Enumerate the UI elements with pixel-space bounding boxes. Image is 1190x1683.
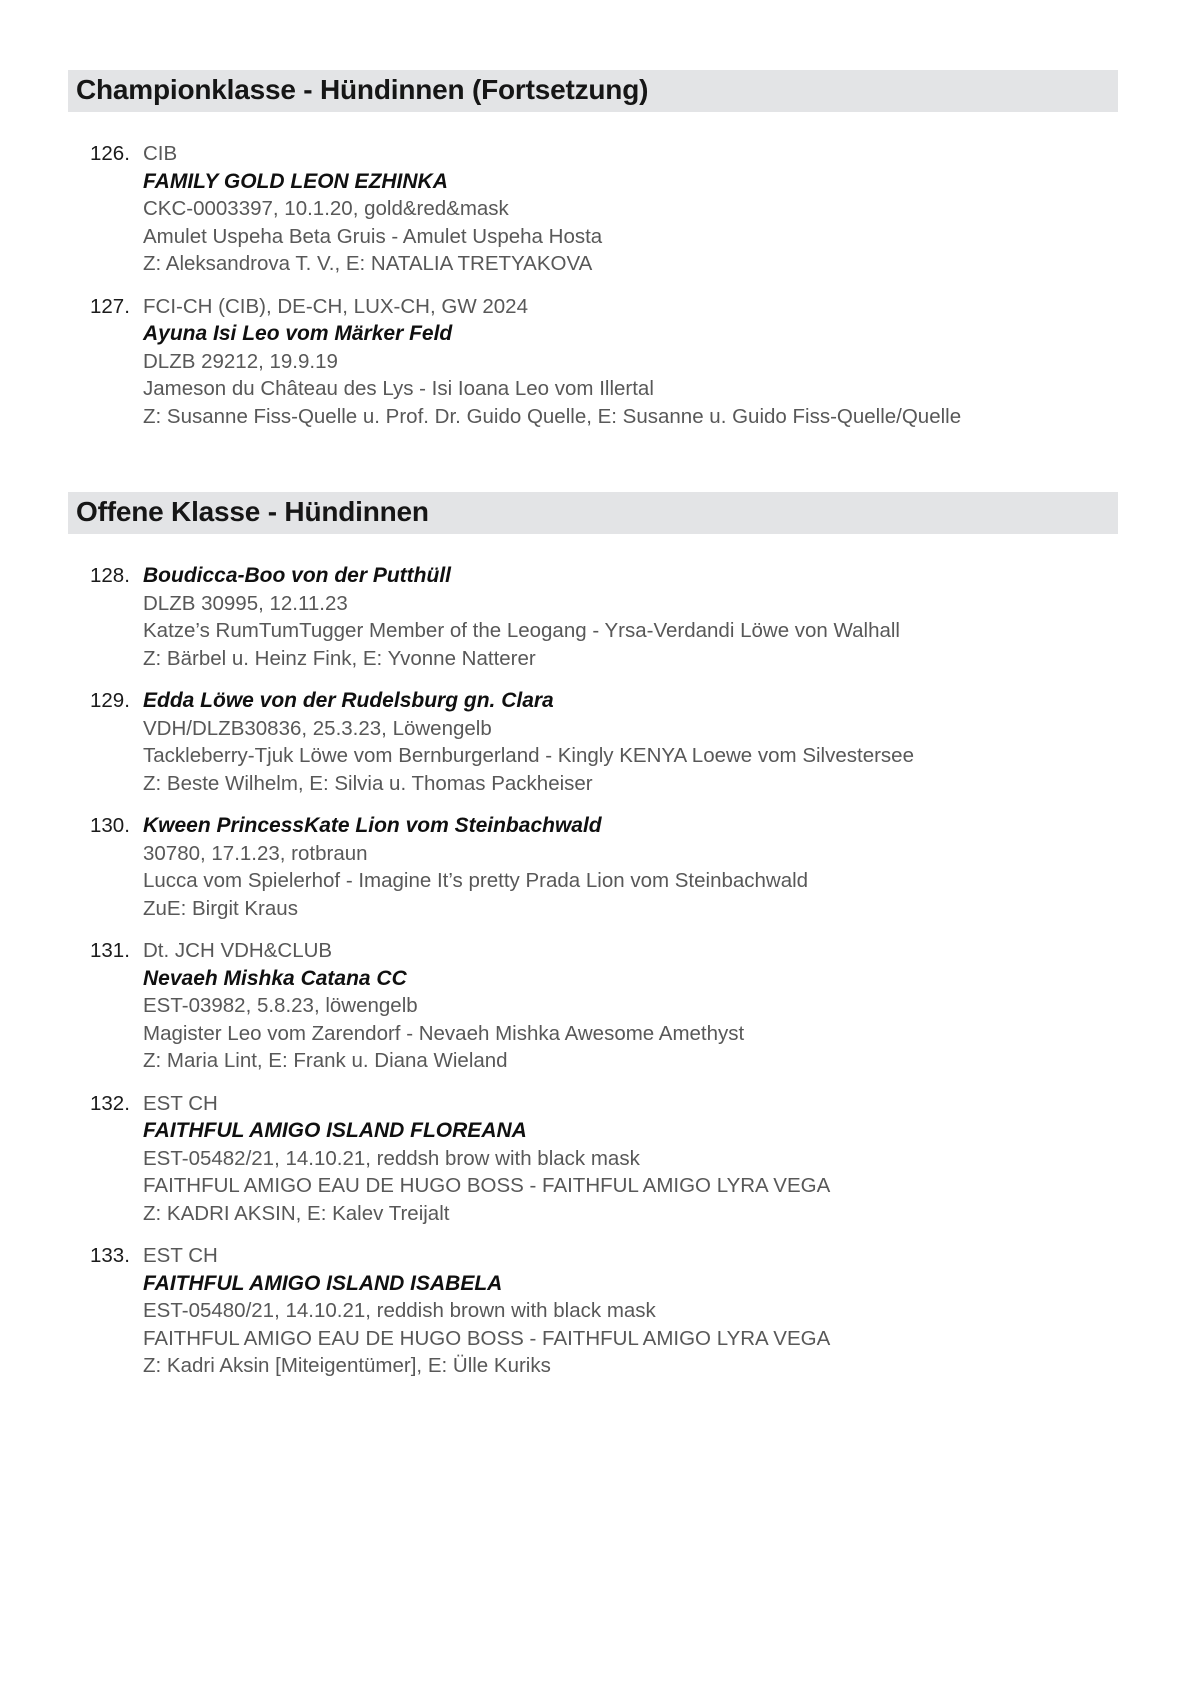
entry-breeder-owner: Z: Susanne Fiss-Quelle u. Prof. Dr. Guido Quelle, E: Susanne u. Guido Fiss-Quelle/Quelle — [143, 404, 962, 428]
entry-registration: VDH/DLZB30836, 25.3.23, Löwengelb — [143, 716, 492, 740]
entry-breeder-owner: Z: Aleksandrova T. V., E: NATALIA TRETYAKOVA — [143, 252, 593, 275]
entry-lines — [143, 812, 1118, 922]
catalog-entry — [68, 562, 1118, 672]
entry-name: Ayuna Isi Leo vom Märker Feld — [143, 322, 453, 345]
entry-number: 127. — [90, 294, 130, 318]
entry-parents: Magister Leo vom Zarendorf - Nevaeh Mishka Awesome Amethyst — [143, 1021, 745, 1045]
entry-parents: Katze’s RumTumTugger Member of the Leogang - Yrsa-Verdandi Löwe von Walhall — [143, 619, 900, 642]
entry-registration: CKC-0003397, 10.1.20, gold&red&mask — [143, 197, 509, 220]
entry-registration: DLZB 30995, 12.11.23 — [143, 591, 348, 615]
entry-list — [68, 562, 1118, 1380]
catalog-entry — [68, 687, 1118, 797]
entry-lines — [143, 1090, 1118, 1228]
entry-number: 130. — [90, 814, 130, 837]
entry-breeder-owner: ZuE: Birgit Kraus — [143, 896, 298, 920]
entry-parents: FAITHFUL AMIGO EAU DE HUGO BOSS - FAITHFUL AMIGO LYRA VEGA — [143, 1174, 831, 1197]
catalog-entry — [68, 1090, 1118, 1228]
entry-number: 129. — [90, 689, 130, 712]
entry-name: FAMILY GOLD LEON EZHINKA — [143, 169, 448, 193]
entry-breeder-owner: Z: Kadri Aksin [Miteigentümer], E: Ülle Kuriks — [143, 1354, 551, 1377]
entry-parents: Amulet Uspeha Beta Gruis - Amulet Uspeha Hosta — [143, 224, 603, 248]
entry-titles: EST CH — [143, 1244, 218, 1267]
entry-name: FAITHFUL AMIGO ISLAND ISABELA — [143, 1271, 503, 1295]
entry-number: 128. — [90, 564, 130, 587]
entry-lines — [143, 687, 1118, 797]
entry-breeder-owner: Z: Bärbel u. Heinz Fink, E: Yvonne Natterer — [143, 646, 536, 670]
entry-lines — [143, 562, 1118, 672]
entry-titles: Dt. JCH VDH&CLUB — [143, 939, 333, 962]
catalog-section — [68, 492, 1118, 1380]
entry-breeder-owner: Z: KADRI AKSIN, E: Kalev Treijalt — [143, 1201, 450, 1225]
catalog-entry — [68, 937, 1118, 1075]
entry-number: 133. — [90, 1244, 130, 1267]
entry-parents: Tackleberry-Tjuk Löwe vom Bernburgerland - Kingly KENYA Loewe vom Silvestersee — [143, 744, 914, 767]
entry-titles: FCI-CH (CIB), DE-CH, LUX-CH, GW 2024 — [143, 294, 528, 318]
entry-registration: EST-05482/21, 14.10.21, reddsh brow with black mask — [143, 1146, 640, 1170]
entry-lines — [143, 1242, 1118, 1380]
catalog-entry — [68, 140, 1118, 278]
catalog-entry — [68, 1242, 1118, 1380]
entry-breeder-owner: Z: Maria Lint, E: Frank u. Diana Wieland — [143, 1049, 508, 1072]
entry-name: FAITHFUL AMIGO ISLAND FLOREANA — [143, 1119, 527, 1142]
entry-name: Nevaeh Mishka Catana CC — [143, 966, 407, 990]
section-header: Offene Klasse - Hündinnen — [68, 492, 1118, 534]
entry-parents: Lucca vom Spielerhof - Imagine It’s pretty Prada Lion vom Steinbachwald — [143, 869, 809, 892]
entry-number: 131. — [90, 939, 130, 962]
entry-list — [68, 140, 1118, 430]
entry-lines — [143, 937, 1118, 1075]
entry-titles: CIB — [143, 142, 178, 165]
entry-name: Edda Löwe von der Rudelsburg gn. Clara — [143, 689, 554, 712]
section-header: Championklasse - Hündinnen (Fortsetzung) — [68, 70, 1118, 112]
entry-registration: 30780, 17.1.23, rotbraun — [143, 841, 368, 865]
entry-lines — [143, 293, 1118, 431]
entry-titles: EST CH — [143, 1091, 218, 1115]
entry-registration: EST-03982, 5.8.23, löwengelb — [143, 994, 418, 1017]
entry-name: Boudicca-Boo von der Putthüll — [143, 564, 451, 587]
catalog-entry — [68, 293, 1118, 431]
entry-parents: Jameson du Château des Lys - Isi Ioana Leo vom Illertal — [143, 377, 654, 400]
catalog-entry — [68, 812, 1118, 922]
entry-number: 126. — [90, 142, 130, 165]
entry-parents: FAITHFUL AMIGO EAU DE HUGO BOSS - FAITHFUL AMIGO LYRA VEGA — [143, 1326, 831, 1350]
entry-registration: EST-05480/21, 14.10.21, reddish brown with black mask — [143, 1299, 656, 1322]
entry-number: 132. — [90, 1091, 130, 1115]
entry-breeder-owner: Z: Beste Wilhelm, E: Silvia u. Thomas Packheiser — [143, 771, 593, 795]
entry-lines — [143, 140, 1118, 278]
catalog-section — [68, 70, 1118, 430]
entry-registration: DLZB 29212, 19.9.19 — [143, 349, 338, 373]
entry-name: Kween PrincessKate Lion vom Steinbachwald — [143, 814, 602, 837]
